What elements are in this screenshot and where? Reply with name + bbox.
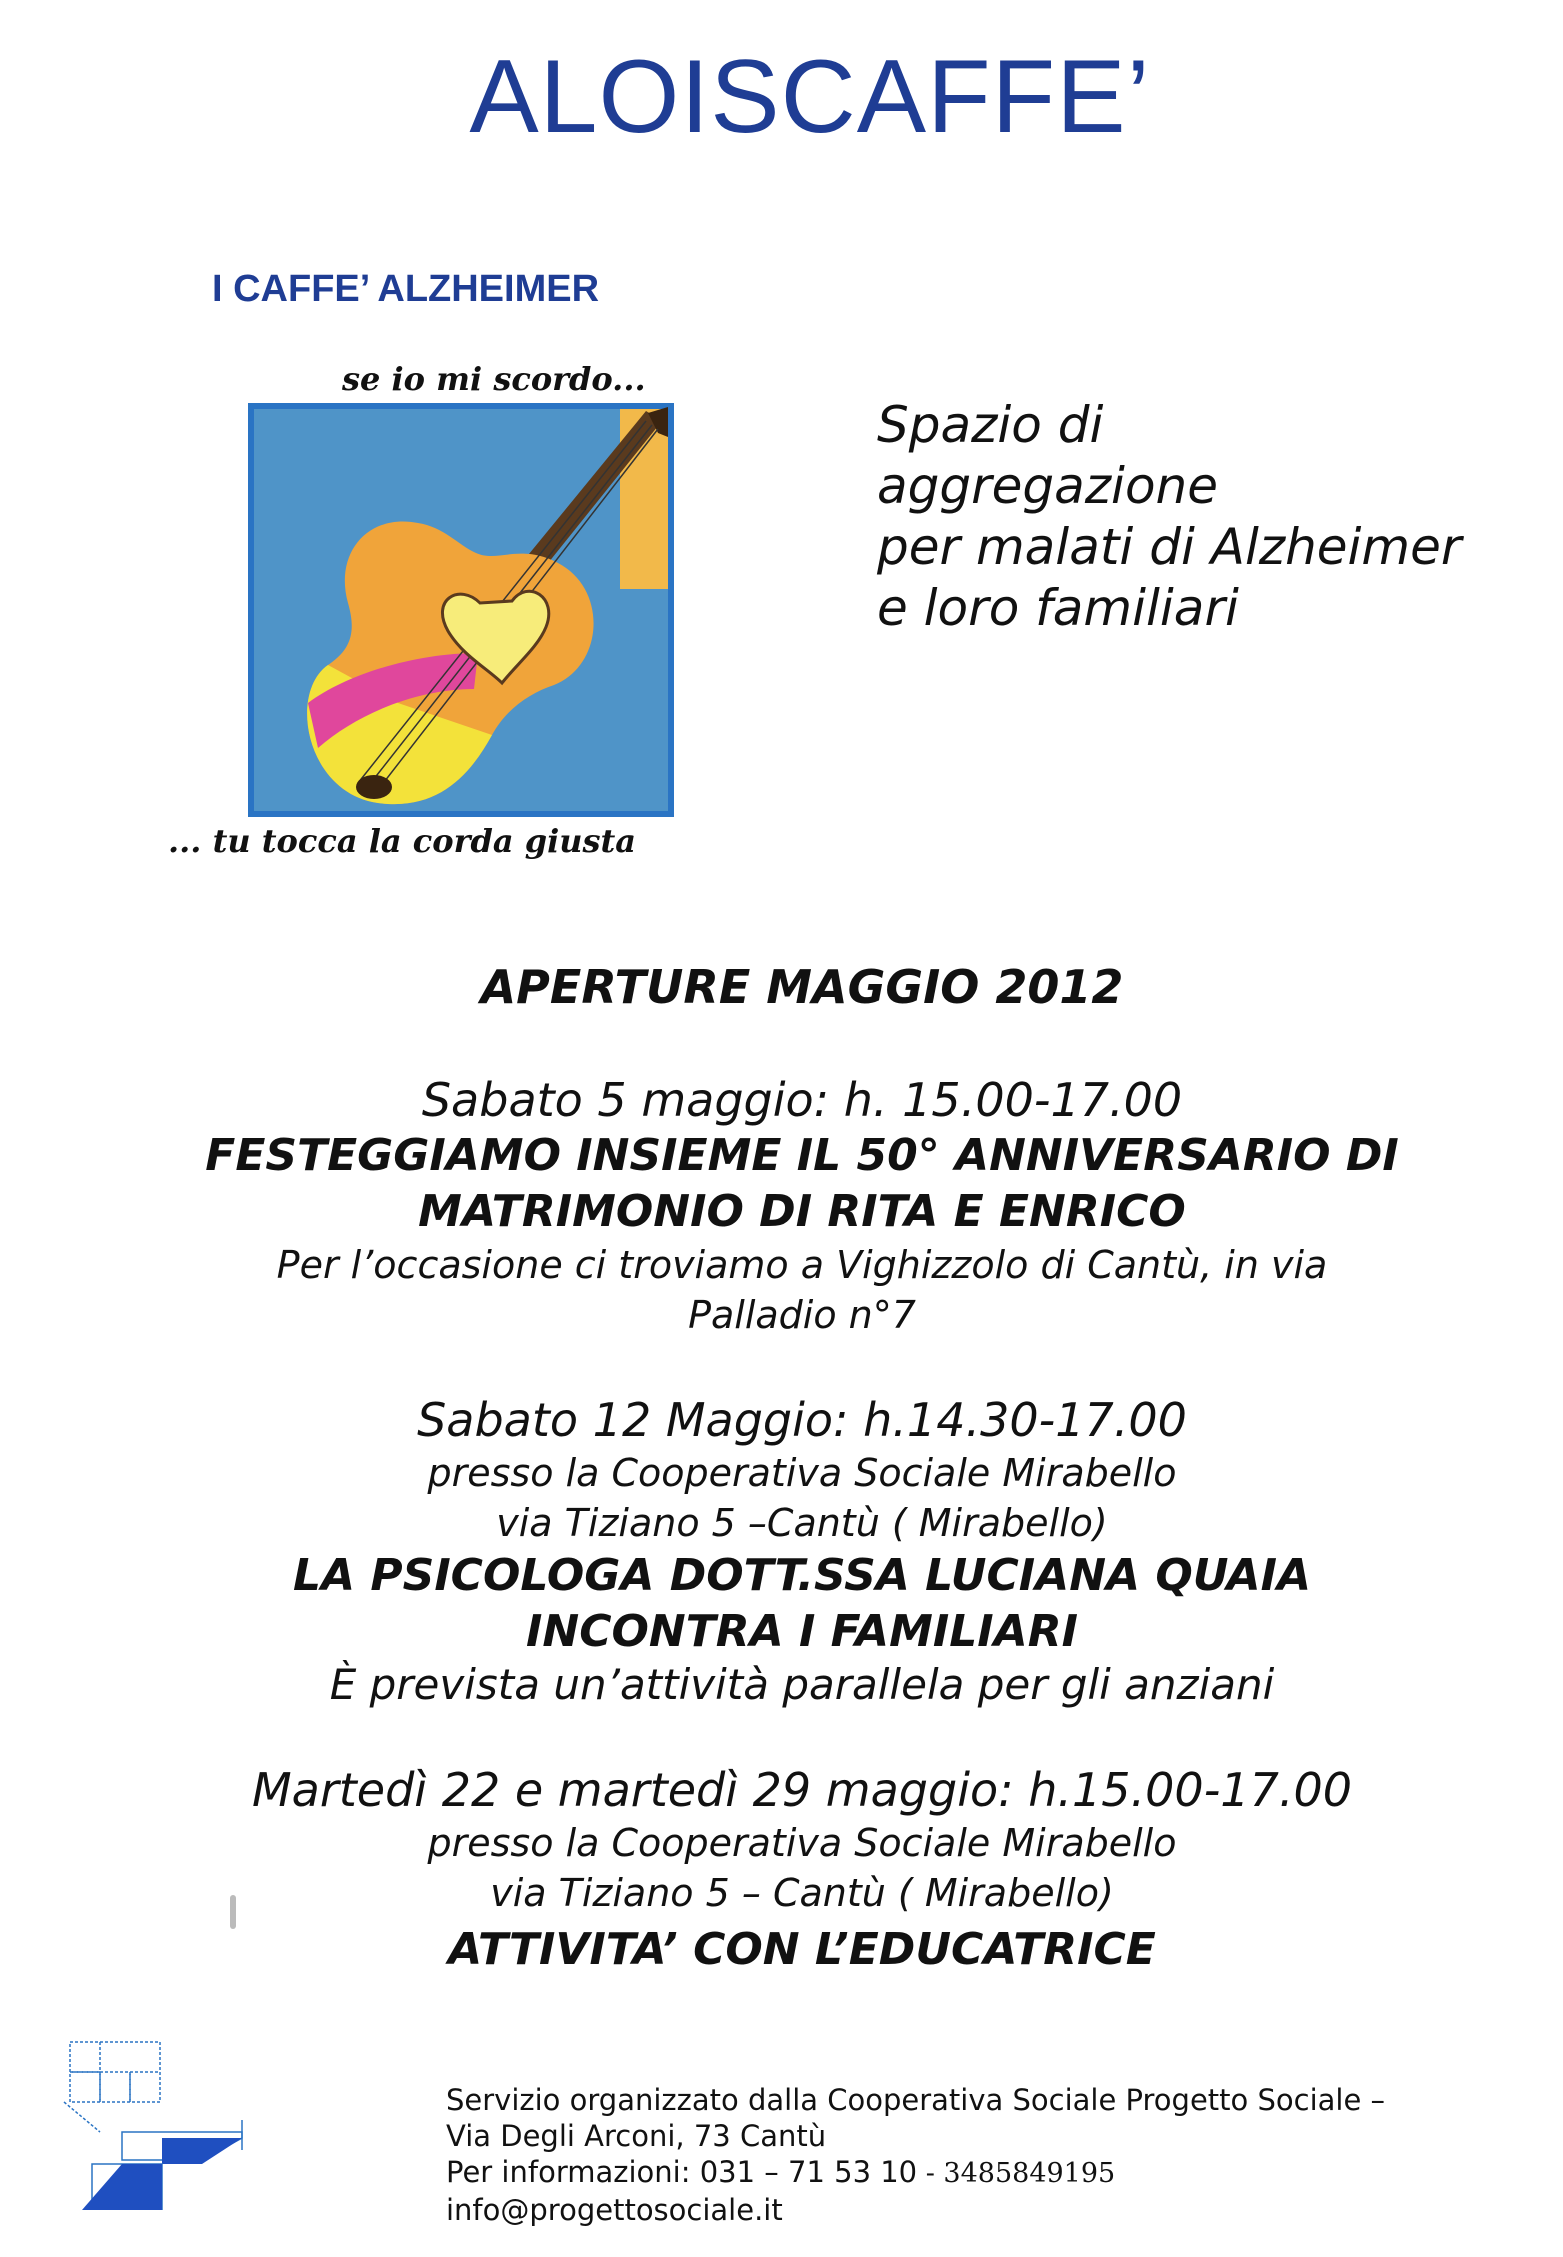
footer-info <box>446 2082 1385 2228</box>
footer-email: info@progettosociale.it <box>446 2193 783 2227</box>
tagline-line: e loro familiari <box>877 579 1239 637</box>
event-block <box>60 1392 1544 1710</box>
event-block <box>60 1762 1544 1978</box>
guitar-heart-icon <box>248 403 674 817</box>
progetto-sociale-logo-icon <box>62 2040 252 2210</box>
logo-caption-bottom: ... tu tocca la corda giusta <box>168 822 637 860</box>
tagline-line: per malati di Alzheimer <box>877 518 1462 576</box>
event-detail: Palladio n°7 <box>688 1293 916 1337</box>
scan-speck <box>230 1895 236 1929</box>
event-detail: Per l’occasione ci troviamo a Vighizzolo di Cantù, in via <box>276 1243 1328 1287</box>
event-detail: È prevista un’attività parallela per gli anziani <box>329 1660 1275 1709</box>
tagline-line: Spazio di <box>877 396 1104 454</box>
schedule-section <box>60 960 1544 2030</box>
footer-contact <box>446 2154 1385 2192</box>
event-date: Martedì 22 e martedì 29 maggio: h.15.00-17.00 <box>251 1763 1352 1817</box>
event-location: via Tiziano 5 – Cantù ( Mirabello) <box>490 1871 1114 1915</box>
event-title: FESTEGGIAMO INSIEME IL 50° ANNIVERSARIO DI <box>205 1130 1399 1181</box>
event-location: presso la Cooperativa Sociale Mirabello <box>427 1451 1177 1495</box>
footer-mobile: - 3485849195 <box>917 2158 1116 2189</box>
event-title: LA PSICOLOGA DOTT.SSA LUCIANA QUAIA <box>292 1550 1312 1601</box>
event-title: ATTIVITA’ CON L’EDUCATRICE <box>448 1924 1156 1975</box>
event-title: MATRIMONIO DI RITA E ENRICO <box>418 1186 1186 1237</box>
tagline <box>877 395 1461 639</box>
event-date: Sabato 12 Maggio: h.14.30-17.00 <box>417 1393 1187 1447</box>
footer-phone-label: Per informazioni: 031 – 71 53 10 <box>446 2155 918 2189</box>
month-heading: APERTURE MAGGIO 2012 <box>480 960 1124 1014</box>
logo-caption-top: se io mi scordo... <box>342 360 646 398</box>
tagline-line: aggregazione <box>877 457 1218 515</box>
logo-heading: I CAFFE’ ALZHEIMER <box>212 268 600 310</box>
event-location: presso la Cooperativa Sociale Mirabello <box>427 1821 1177 1865</box>
poster-title: ALOISCAFFE’ <box>469 39 1151 155</box>
footer-organizer: Servizio organizzato dalla Cooperativa Sociale Progetto Sociale – <box>446 2083 1386 2117</box>
footer-address: Via Degli Arconi, 73 Cantù <box>446 2119 827 2153</box>
event-block <box>60 1072 1544 1340</box>
event-location: via Tiziano 5 –Cantù ( Mirabello) <box>496 1501 1108 1545</box>
event-date: Sabato 5 maggio: h. 15.00-17.00 <box>421 1073 1183 1127</box>
event-title: INCONTRA I FAMILIARI <box>526 1606 1078 1657</box>
